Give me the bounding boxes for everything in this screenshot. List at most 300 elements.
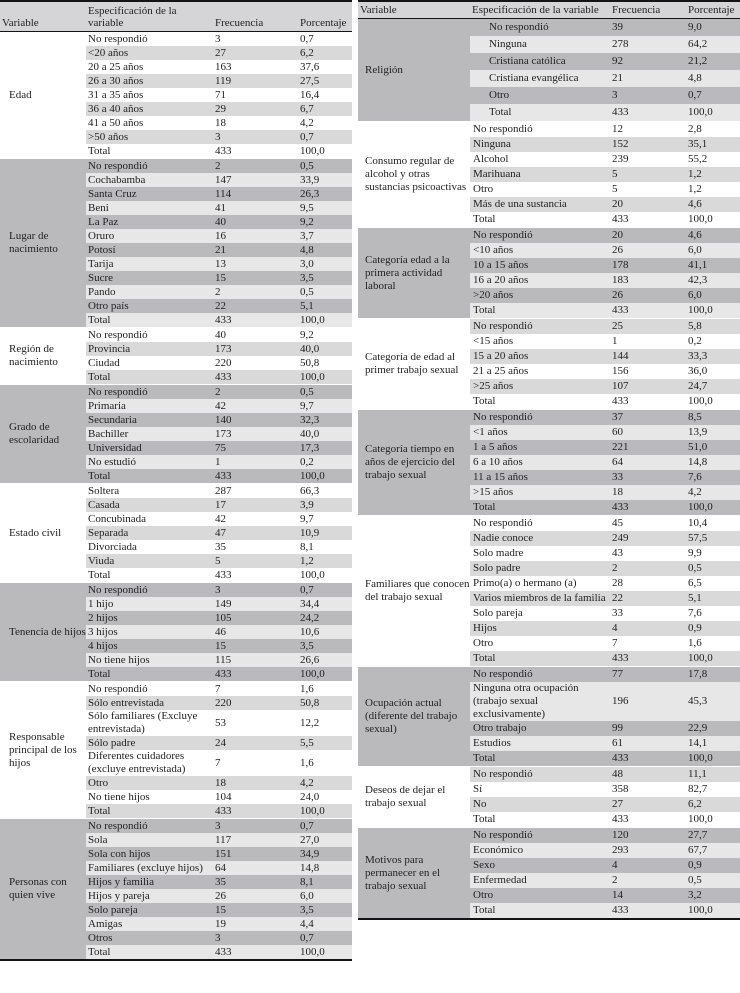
freq-cell: 28: [612, 577, 623, 589]
pct-cell: 13,9: [686, 425, 740, 440]
freq-cell: 358: [610, 782, 686, 797]
freq-cell: 119: [213, 74, 298, 88]
pct-cell: 100,0: [686, 104, 740, 122]
spec-cell: Total: [470, 903, 610, 919]
freq-cell: 35: [215, 540, 226, 553]
freq-cell: 433: [610, 651, 686, 667]
freq-cell: 115: [213, 653, 298, 667]
pct-cell: 0,7: [298, 931, 352, 945]
pct-cell: 42,3: [686, 273, 740, 288]
pct-cell: 1,6: [300, 756, 314, 769]
pct-cell: 100,0: [688, 213, 713, 225]
freq-cell: 1: [213, 455, 298, 469]
variable-cell: Edad: [9, 88, 32, 101]
pct-cell: 100,0: [686, 500, 740, 516]
spec-cell: Bachiller: [86, 427, 213, 441]
spec-cell: Total: [86, 804, 213, 819]
pct-cell: 64,2: [686, 36, 740, 53]
pct-cell: 0,5: [298, 159, 352, 174]
spec-cell: Separada: [86, 526, 213, 540]
spec-cell: No respondió: [86, 385, 213, 400]
column-header: Variable: [358, 1, 470, 19]
pct-cell: 4,8: [298, 243, 352, 257]
spec-cell: Solo madre: [473, 547, 524, 559]
spec-cell: Otro: [470, 87, 610, 104]
variable-block: [358, 319, 740, 410]
spec-cell: Total: [88, 144, 111, 157]
freq-cell: 149: [213, 597, 298, 611]
spec-cell: Más de una sustancia: [470, 197, 610, 212]
spec-cell: Cristiana católica: [470, 53, 610, 70]
freq-cell: 46: [213, 625, 298, 639]
spec-cell: Total: [470, 651, 610, 667]
variable-cell: Ocupación actual (diferente del trabajo sexual): [358, 667, 470, 767]
freq-cell: 433: [610, 751, 686, 767]
freq-cell: 433: [610, 903, 686, 919]
pct-cell: 3,5: [298, 903, 352, 917]
pct-cell: 26,6: [298, 653, 352, 667]
pct-cell: 41,1: [686, 258, 740, 273]
pct-cell: 1,2: [688, 183, 702, 195]
freq-cell: 104: [215, 790, 232, 803]
freq-cell: 37: [610, 410, 686, 426]
table-header: [0, 1, 352, 32]
spec-cell: Total: [470, 751, 610, 767]
pct-cell: 3,7: [298, 229, 352, 243]
freq-cell: 249: [610, 531, 686, 546]
pct-cell: 14,1: [686, 736, 740, 751]
spec-cell: No respondió: [470, 667, 610, 683]
spec-cell: 10 a 15 años: [470, 258, 610, 273]
spec-cell: Concubinada: [88, 512, 147, 525]
spec-cell: No respondió: [88, 682, 148, 695]
freq-cell: 2: [213, 159, 298, 174]
freq-cell: 140: [213, 413, 298, 427]
spec-cell: Pando: [86, 285, 213, 299]
variable-block: [0, 385, 352, 484]
freq-cell: 27: [610, 797, 686, 812]
pct-cell: 100,0: [686, 303, 740, 319]
freq-cell: 47: [213, 526, 298, 540]
spec-cell: Total: [86, 370, 213, 385]
pct-cell: 4,8: [686, 70, 740, 87]
freq-cell: 7: [215, 756, 221, 769]
table-header: [358, 1, 740, 19]
spec-cell: <15 años: [470, 334, 610, 349]
pct-cell: 100,0: [300, 568, 325, 581]
pct-cell: 14,8: [298, 861, 352, 875]
table-row: [358, 828, 740, 844]
pct-cell: 9,2: [298, 215, 352, 229]
spec-cell: Sí: [470, 782, 610, 797]
pct-cell: 35,1: [686, 137, 740, 152]
spec-cell: Viuda: [86, 554, 213, 568]
freq-cell: 117: [213, 833, 298, 847]
pct-cell: 100,0: [298, 667, 352, 682]
spec-cell: Sucre: [86, 271, 213, 285]
pct-cell: 100,0: [686, 903, 740, 919]
spec-cell: Casada: [86, 498, 213, 512]
spec-cell: Secundaria: [86, 413, 213, 427]
spec-cell: Sola: [86, 833, 213, 847]
variable-cell: Categoría tiempo en años de ejercicio del trabajo sexual: [358, 410, 470, 516]
pct-cell: 21,2: [686, 53, 740, 70]
spec-cell: Total: [470, 812, 610, 828]
table-row: [0, 819, 352, 834]
freq-cell: 25: [610, 319, 686, 335]
freq-cell: 16: [213, 229, 298, 243]
pct-cell: 0,5: [686, 561, 740, 576]
freq-cell: 183: [610, 273, 686, 288]
spec-cell: Total: [86, 469, 213, 484]
variable-block: [358, 667, 740, 767]
table-row: [0, 385, 352, 400]
spec-cell: Total: [88, 568, 111, 581]
pct-cell: 51,0: [686, 440, 740, 455]
spec-cell: Cochabamba: [86, 173, 213, 187]
freq-cell: 3: [213, 130, 298, 144]
pct-cell: 100,0: [686, 751, 740, 767]
spec-cell: Varios miembros de la familia: [470, 591, 610, 606]
freq-cell: 433: [213, 667, 298, 682]
pct-cell: 100,0: [298, 370, 352, 385]
freq-cell: 3: [213, 819, 298, 834]
freq-cell: 433: [213, 469, 298, 484]
pct-cell: 17,3: [298, 441, 352, 455]
pct-cell: 0,7: [298, 819, 352, 834]
freq-cell: 287: [215, 484, 232, 497]
spec-cell: No respondió: [86, 819, 213, 834]
spec-cell: Amigas: [86, 917, 213, 931]
spec-cell: Otros: [86, 931, 213, 945]
spec-cell: 41 a 50 años: [88, 116, 144, 129]
variable-block: [0, 32, 352, 159]
freq-cell: 18: [213, 776, 298, 790]
freq-cell: 2: [610, 873, 686, 888]
spec-cell: 3 hijos: [86, 625, 213, 639]
spec-cell: Marihuana: [470, 167, 610, 182]
pct-cell: 3,5: [298, 271, 352, 285]
table-row: [0, 328, 352, 343]
pct-cell: 17,8: [686, 667, 740, 683]
spec-cell: Económico: [470, 843, 610, 858]
freq-cell: 20: [610, 228, 686, 244]
freq-cell: 21: [213, 243, 298, 257]
pct-cell: 57,5: [686, 531, 740, 546]
freq-cell: 45: [612, 517, 623, 529]
pct-cell: 4,6: [686, 228, 740, 244]
pct-cell: 4,2: [300, 116, 314, 129]
pct-cell: 100,0: [686, 394, 740, 410]
spec-cell: No respondió: [86, 583, 213, 598]
freq-cell: 433: [213, 313, 298, 328]
spec-cell: Sólo padre: [86, 736, 213, 750]
pct-cell: 8,1: [298, 875, 352, 889]
spec-cell: Ninguna otra ocupación (trabajo sexual exclusivamente): [470, 682, 610, 721]
variable-cell: Motivos para permanecer en el trabajo sexual: [358, 828, 470, 920]
spec-cell: Sexo: [470, 858, 610, 873]
spec-cell: No respondió: [88, 32, 148, 45]
column-header: Especificación de la variable: [86, 1, 213, 32]
freq-cell: 2: [213, 285, 298, 299]
pct-cell: 4,2: [298, 776, 352, 790]
pct-cell: 5,8: [686, 319, 740, 335]
pct-cell: 4,2: [686, 485, 740, 500]
pct-cell: 0,7: [300, 32, 314, 45]
variable-cell: Categoría de edad al primer trabajo sexual: [365, 351, 459, 376]
freq-cell: 3: [215, 32, 221, 45]
table-row: [358, 767, 740, 783]
freq-cell: 433: [612, 213, 629, 225]
freq-cell: 42: [215, 512, 226, 525]
spec-cell: Solo padre: [470, 561, 610, 576]
pct-cell: 3,5: [298, 639, 352, 653]
variable-cell: Responsable principal de los hijos: [9, 730, 77, 769]
freq-cell: 221: [610, 440, 686, 455]
spec-cell: Tarija: [86, 257, 213, 271]
pct-cell: 50,8: [300, 356, 320, 369]
freq-cell: 35: [213, 875, 298, 889]
pct-cell: 66,3: [300, 484, 320, 497]
freq-cell: 26: [213, 889, 298, 903]
spec-cell: No respondió: [473, 123, 533, 135]
freq-cell: 18: [215, 116, 226, 129]
spec-cell: Enfermedad: [470, 873, 610, 888]
pct-cell: 10,6: [298, 625, 352, 639]
spec-cell: Hijos y familia: [86, 875, 213, 889]
freq-cell: 220: [215, 356, 232, 369]
pct-cell: 6,0: [298, 889, 352, 903]
pct-cell: 4,6: [686, 197, 740, 212]
freq-cell: 5: [610, 167, 686, 182]
variable-block: [0, 819, 352, 961]
pct-cell: 1,6: [688, 637, 702, 649]
spec-cell: Otro: [470, 888, 610, 903]
pct-cell: 100,0: [298, 804, 352, 819]
pct-cell: 6,2: [298, 46, 352, 60]
freq-cell: 27: [213, 46, 298, 60]
spec-cell: No respondió: [470, 828, 610, 844]
spec-cell: 4 hijos: [86, 639, 213, 653]
spec-cell: >25 años: [470, 379, 610, 394]
pct-cell: 0,7: [686, 87, 740, 104]
freq-cell: 4: [610, 621, 686, 636]
pct-cell: 0,5: [686, 873, 740, 888]
column-header: Porcentaje: [298, 1, 352, 32]
pct-cell: 100,0: [686, 651, 740, 667]
spec-cell: Diferentes cuidadores (excluye entrevistada): [88, 750, 186, 775]
variable-cell: Personas con quien vive: [0, 819, 86, 961]
freq-cell: 20: [610, 197, 686, 212]
pct-cell: 0,7: [298, 130, 352, 144]
freq-cell: 3: [610, 87, 686, 104]
freq-cell: 22: [213, 299, 298, 313]
spec-cell: 1 a 5 años: [470, 440, 610, 455]
freq-cell: 173: [213, 427, 298, 441]
variable-cell: Estado civil: [9, 526, 62, 539]
variable-block: [358, 122, 740, 228]
freq-cell: 433: [215, 144, 232, 157]
freq-cell: 7: [612, 637, 618, 649]
freq-cell: 64: [610, 455, 686, 470]
freq-cell: 77: [610, 667, 686, 683]
freq-cell: 239: [612, 153, 629, 165]
column-header: Frecuencia: [610, 1, 686, 19]
variable-block: [358, 828, 740, 920]
spec-cell: No tiene hijos: [86, 653, 213, 667]
pct-cell: 27,7: [686, 828, 740, 844]
table-row: [0, 583, 352, 598]
freq-cell: 60: [610, 425, 686, 440]
variable-block: [0, 682, 352, 819]
pct-cell: 100,0: [298, 945, 352, 960]
spec-cell: Solo pareja: [86, 903, 213, 917]
pct-cell: 6,5: [688, 577, 702, 589]
table-row: [358, 319, 740, 335]
freq-cell: 156: [610, 364, 686, 379]
spec-cell: 26 a 30 años: [86, 74, 213, 88]
freq-cell: 433: [610, 104, 686, 122]
spec-cell: No respondió: [470, 228, 610, 244]
right-table: [358, 0, 740, 920]
pct-cell: 33,9: [298, 173, 352, 187]
pct-cell: 0,7: [298, 583, 352, 598]
spec-cell: >15 años: [470, 485, 610, 500]
pct-cell: 12,2: [300, 716, 320, 729]
spec-cell: Hijos y pareja: [86, 889, 213, 903]
freq-cell: 163: [215, 60, 232, 73]
pct-cell: 34,4: [298, 597, 352, 611]
freq-cell: 75: [213, 441, 298, 455]
table-row: [358, 19, 740, 37]
pct-cell: 14,8: [686, 455, 740, 470]
freq-cell: 433: [610, 812, 686, 828]
freq-cell: 33: [612, 607, 623, 619]
spec-cell: No respondió: [473, 517, 533, 529]
freq-cell: 18: [610, 485, 686, 500]
freq-cell: 15: [213, 903, 298, 917]
pct-cell: 0,9: [686, 621, 740, 636]
variable-block: [0, 484, 352, 583]
variable-cell: Deseos de dejar el trabajo sexual: [365, 784, 446, 809]
pct-cell: 16,4: [300, 88, 320, 101]
spec-cell: No respondió: [470, 767, 610, 783]
freq-cell: 433: [213, 804, 298, 819]
freq-cell: 433: [213, 945, 298, 960]
freq-cell: 24: [213, 736, 298, 750]
pct-cell: 24,7: [686, 379, 740, 394]
freq-cell: 64: [213, 861, 298, 875]
spec-cell: <1 años: [470, 425, 610, 440]
pct-cell: 33,3: [686, 349, 740, 364]
spec-cell: Beni: [86, 201, 213, 215]
spec-cell: Solo pareja: [473, 607, 523, 619]
pct-cell: 22,9: [686, 721, 740, 736]
freq-cell: 2: [213, 385, 298, 400]
freq-cell: 29: [213, 102, 298, 116]
variable-block: [358, 767, 740, 828]
variable-cell: Lugar de nacimiento: [0, 159, 86, 328]
pct-cell: 24,2: [298, 611, 352, 625]
pct-cell: 32,3: [298, 413, 352, 427]
pct-cell: 10,4: [688, 517, 708, 529]
freq-cell: 3: [213, 931, 298, 945]
freq-cell: 433: [610, 303, 686, 319]
variable-block: [0, 583, 352, 682]
column-header: Frecuencia: [213, 1, 298, 32]
freq-cell: 196: [610, 682, 686, 721]
table-row: [358, 516, 740, 532]
variable-block: [358, 410, 740, 516]
table-row: [0, 682, 352, 697]
freq-cell: 114: [213, 187, 298, 201]
variable-cell: Consumo regular de alcohol y otras sustancias psicoactivas: [365, 155, 467, 193]
spec-cell: No estudió: [86, 455, 213, 469]
freq-cell: 433: [213, 370, 298, 385]
spec-cell: Ninguna: [470, 36, 610, 53]
pct-cell: 1,2: [298, 554, 352, 568]
variable-block: [0, 159, 352, 328]
freq-cell: 14: [610, 888, 686, 903]
pct-cell: 50,8: [298, 696, 352, 710]
freq-cell: 40: [213, 215, 298, 229]
pct-cell: 0,2: [686, 334, 740, 349]
spec-cell: Total: [473, 213, 496, 225]
spec-cell: Otro: [86, 776, 213, 790]
freq-cell: 15: [213, 639, 298, 653]
spec-cell: Total: [86, 667, 213, 682]
variable-cell: Categoría edad a la primera actividad laboral: [358, 228, 470, 319]
spec-cell: Nadie conoce: [470, 531, 610, 546]
spec-cell: No respondió: [470, 319, 610, 335]
freq-cell: 41: [213, 201, 298, 215]
freq-cell: 3: [213, 583, 298, 598]
freq-cell: 147: [213, 173, 298, 187]
spec-cell: 1 hijo: [86, 597, 213, 611]
freq-cell: 53: [215, 716, 226, 729]
freq-cell: 5: [612, 183, 618, 195]
spec-cell: <20 años: [86, 46, 213, 60]
freq-cell: 43: [612, 547, 623, 559]
spec-cell: Sólo familiares (Excluye entrevistada): [88, 710, 198, 735]
freq-cell: 120: [610, 828, 686, 844]
spec-cell: Potosí: [86, 243, 213, 257]
freq-cell: 433: [610, 394, 686, 410]
spec-cell: No respondió: [88, 328, 148, 341]
variable-cell: Tenencia de hijos: [0, 583, 86, 682]
freq-cell: 152: [610, 137, 686, 152]
spec-cell: Total: [470, 303, 610, 319]
spec-cell: No tiene hijos: [88, 790, 150, 803]
pct-cell: 7,6: [686, 470, 740, 485]
freq-cell: 173: [213, 342, 298, 356]
freq-cell: 26: [610, 288, 686, 303]
spec-cell: 31 a 35 años: [88, 88, 144, 101]
pct-cell: 34,9: [298, 847, 352, 861]
pct-cell: 2,8: [688, 123, 702, 135]
pct-cell: 26,3: [298, 187, 352, 201]
variable-block: [0, 328, 352, 385]
spec-cell: Total: [86, 313, 213, 328]
spec-cell: Otro: [473, 637, 494, 649]
spec-cell: Total: [470, 500, 610, 516]
column-header: Porcentaje: [686, 1, 740, 19]
spec-cell: Divorciada: [88, 540, 137, 553]
freq-cell: 19: [213, 917, 298, 931]
freq-cell: 2: [610, 561, 686, 576]
pct-cell: 6,0: [686, 243, 740, 258]
pct-cell: 0,5: [298, 385, 352, 400]
